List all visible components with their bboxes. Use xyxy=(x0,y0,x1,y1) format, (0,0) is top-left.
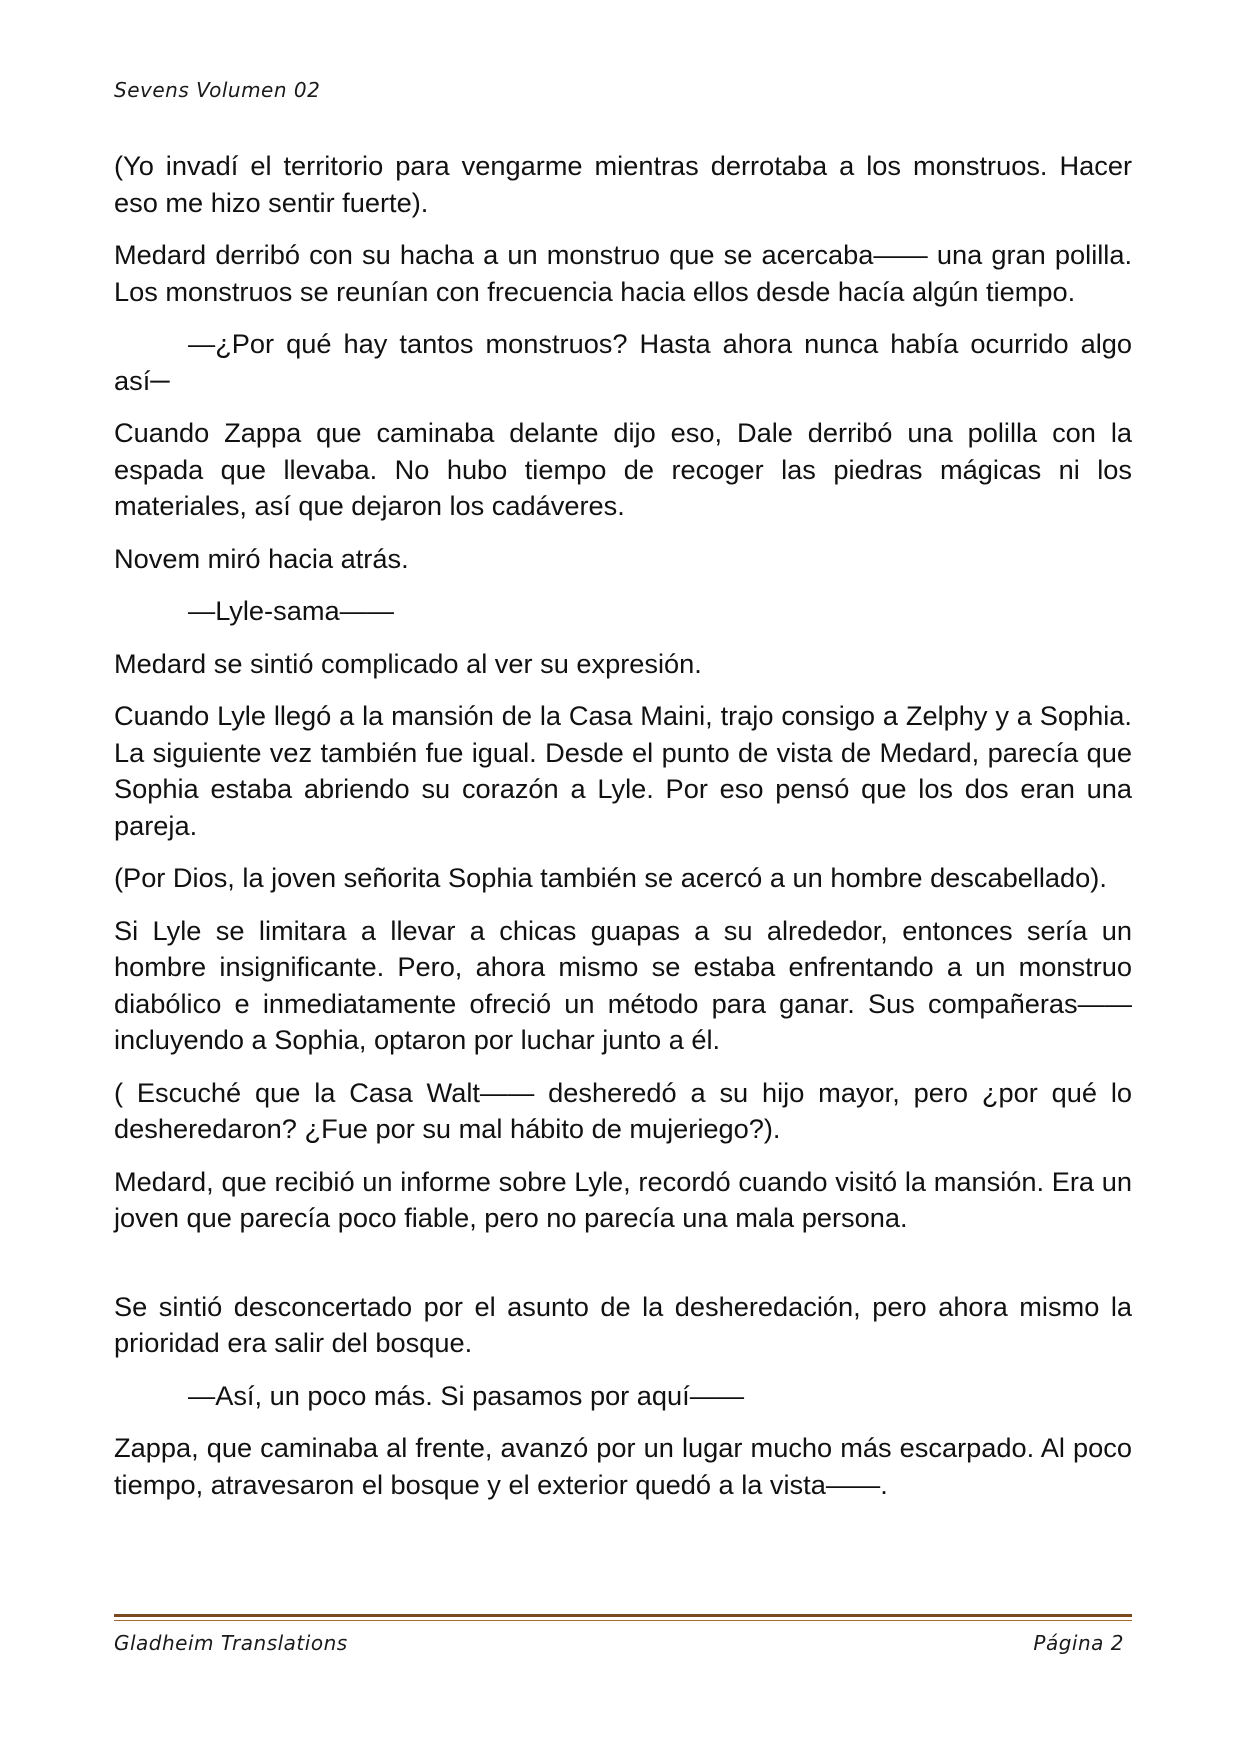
paragraph: (Por Dios, la joven señorita Sophia también se acercó a un hombre descabellado). xyxy=(114,862,1107,893)
paragraph: Se sintió desconcertado por el asunto de la desheredación, pero ahora mismo la prioridad era salir del bosque. xyxy=(114,1290,1132,1358)
paragraph: Cuando Lyle llegó a la mansión de la Casa Maini, trajo consigo a Zelphy y a Sophia. La siguiente vez también fue igual. Desde el punto de vista de Medard, parecía que Sophia estaba abriendo su corazón a Lyle. Por eso pensó que los dos eran una pareja. xyxy=(114,700,1132,841)
dialogue-paragraph: —Así, un poco más. Si pasamos por aquí—— xyxy=(188,1379,745,1411)
paragraph: Medard derribó con su hacha a un monstruo que se acercaba—— una gran polilla. Los monstruos se reunían con frecuencia hacia ellos desde hacía algún tiempo. xyxy=(114,239,1132,307)
paragraph: Cuando Zappa que caminaba delante dijo eso, Dale derribó una polilla con la espada que llevaba. No hubo tiempo de recoger las piedras mágicas ni los materiales, así que dejaron los cadáveres. xyxy=(114,417,1132,521)
dialogue-paragraph: —¿Por qué hay tantos monstruos? Hasta ahora nunca había ocurrido algo así─ xyxy=(114,328,1132,396)
paragraph: Medard, que recibió un informe sobre Lyle, recordó cuando visitó la mansión. Era un joven que parecía poco fiable, pero no parecía una mala persona. xyxy=(114,1165,1132,1233)
paragraph: Si Lyle se limitara a llevar a chicas guapas a su alrededor, entonces sería un hombre insignificante. Pero, ahora mismo se estaba enfrentando a un monstruo diabólico e inmediatamente ofreció un método para ganar. Sus compañeras—— incluyendo a Sophia, optaron por luchar junto a él. xyxy=(114,914,1132,1055)
page-number: Página 2 xyxy=(1033,1631,1124,1655)
paragraph: Zappa, que caminaba al frente, avanzó por un lugar mucho más escarpado. Al poco tiempo, atravesaron el bosque y el exterior quedó a la vista——. xyxy=(114,1432,1132,1500)
paragraph: (Yo invadí el territorio para vengarme mientras derrotaba a los monstruos. Hacer eso me hizo sentir fuerte). xyxy=(114,150,1132,218)
running-header: Sevens Volumen 02 xyxy=(114,78,321,102)
paragraph: Medard se sintió complicado al ver su expresión. xyxy=(114,647,702,679)
paragraph: ( Escuché que la Casa Walt—— desheredó a su hijo mayor, pero ¿por qué lo desheredaron? ¿Fue por su mal hábito de mujeriego?). xyxy=(114,1076,1132,1144)
footer-divider xyxy=(114,1614,1132,1621)
footer-publisher: Gladheim Translations xyxy=(114,1631,348,1655)
body-text xyxy=(114,148,1132,1519)
dialogue-paragraph: —Lyle-sama—— xyxy=(188,595,394,626)
paragraph: Novem miró hacia atrás. xyxy=(114,542,409,574)
